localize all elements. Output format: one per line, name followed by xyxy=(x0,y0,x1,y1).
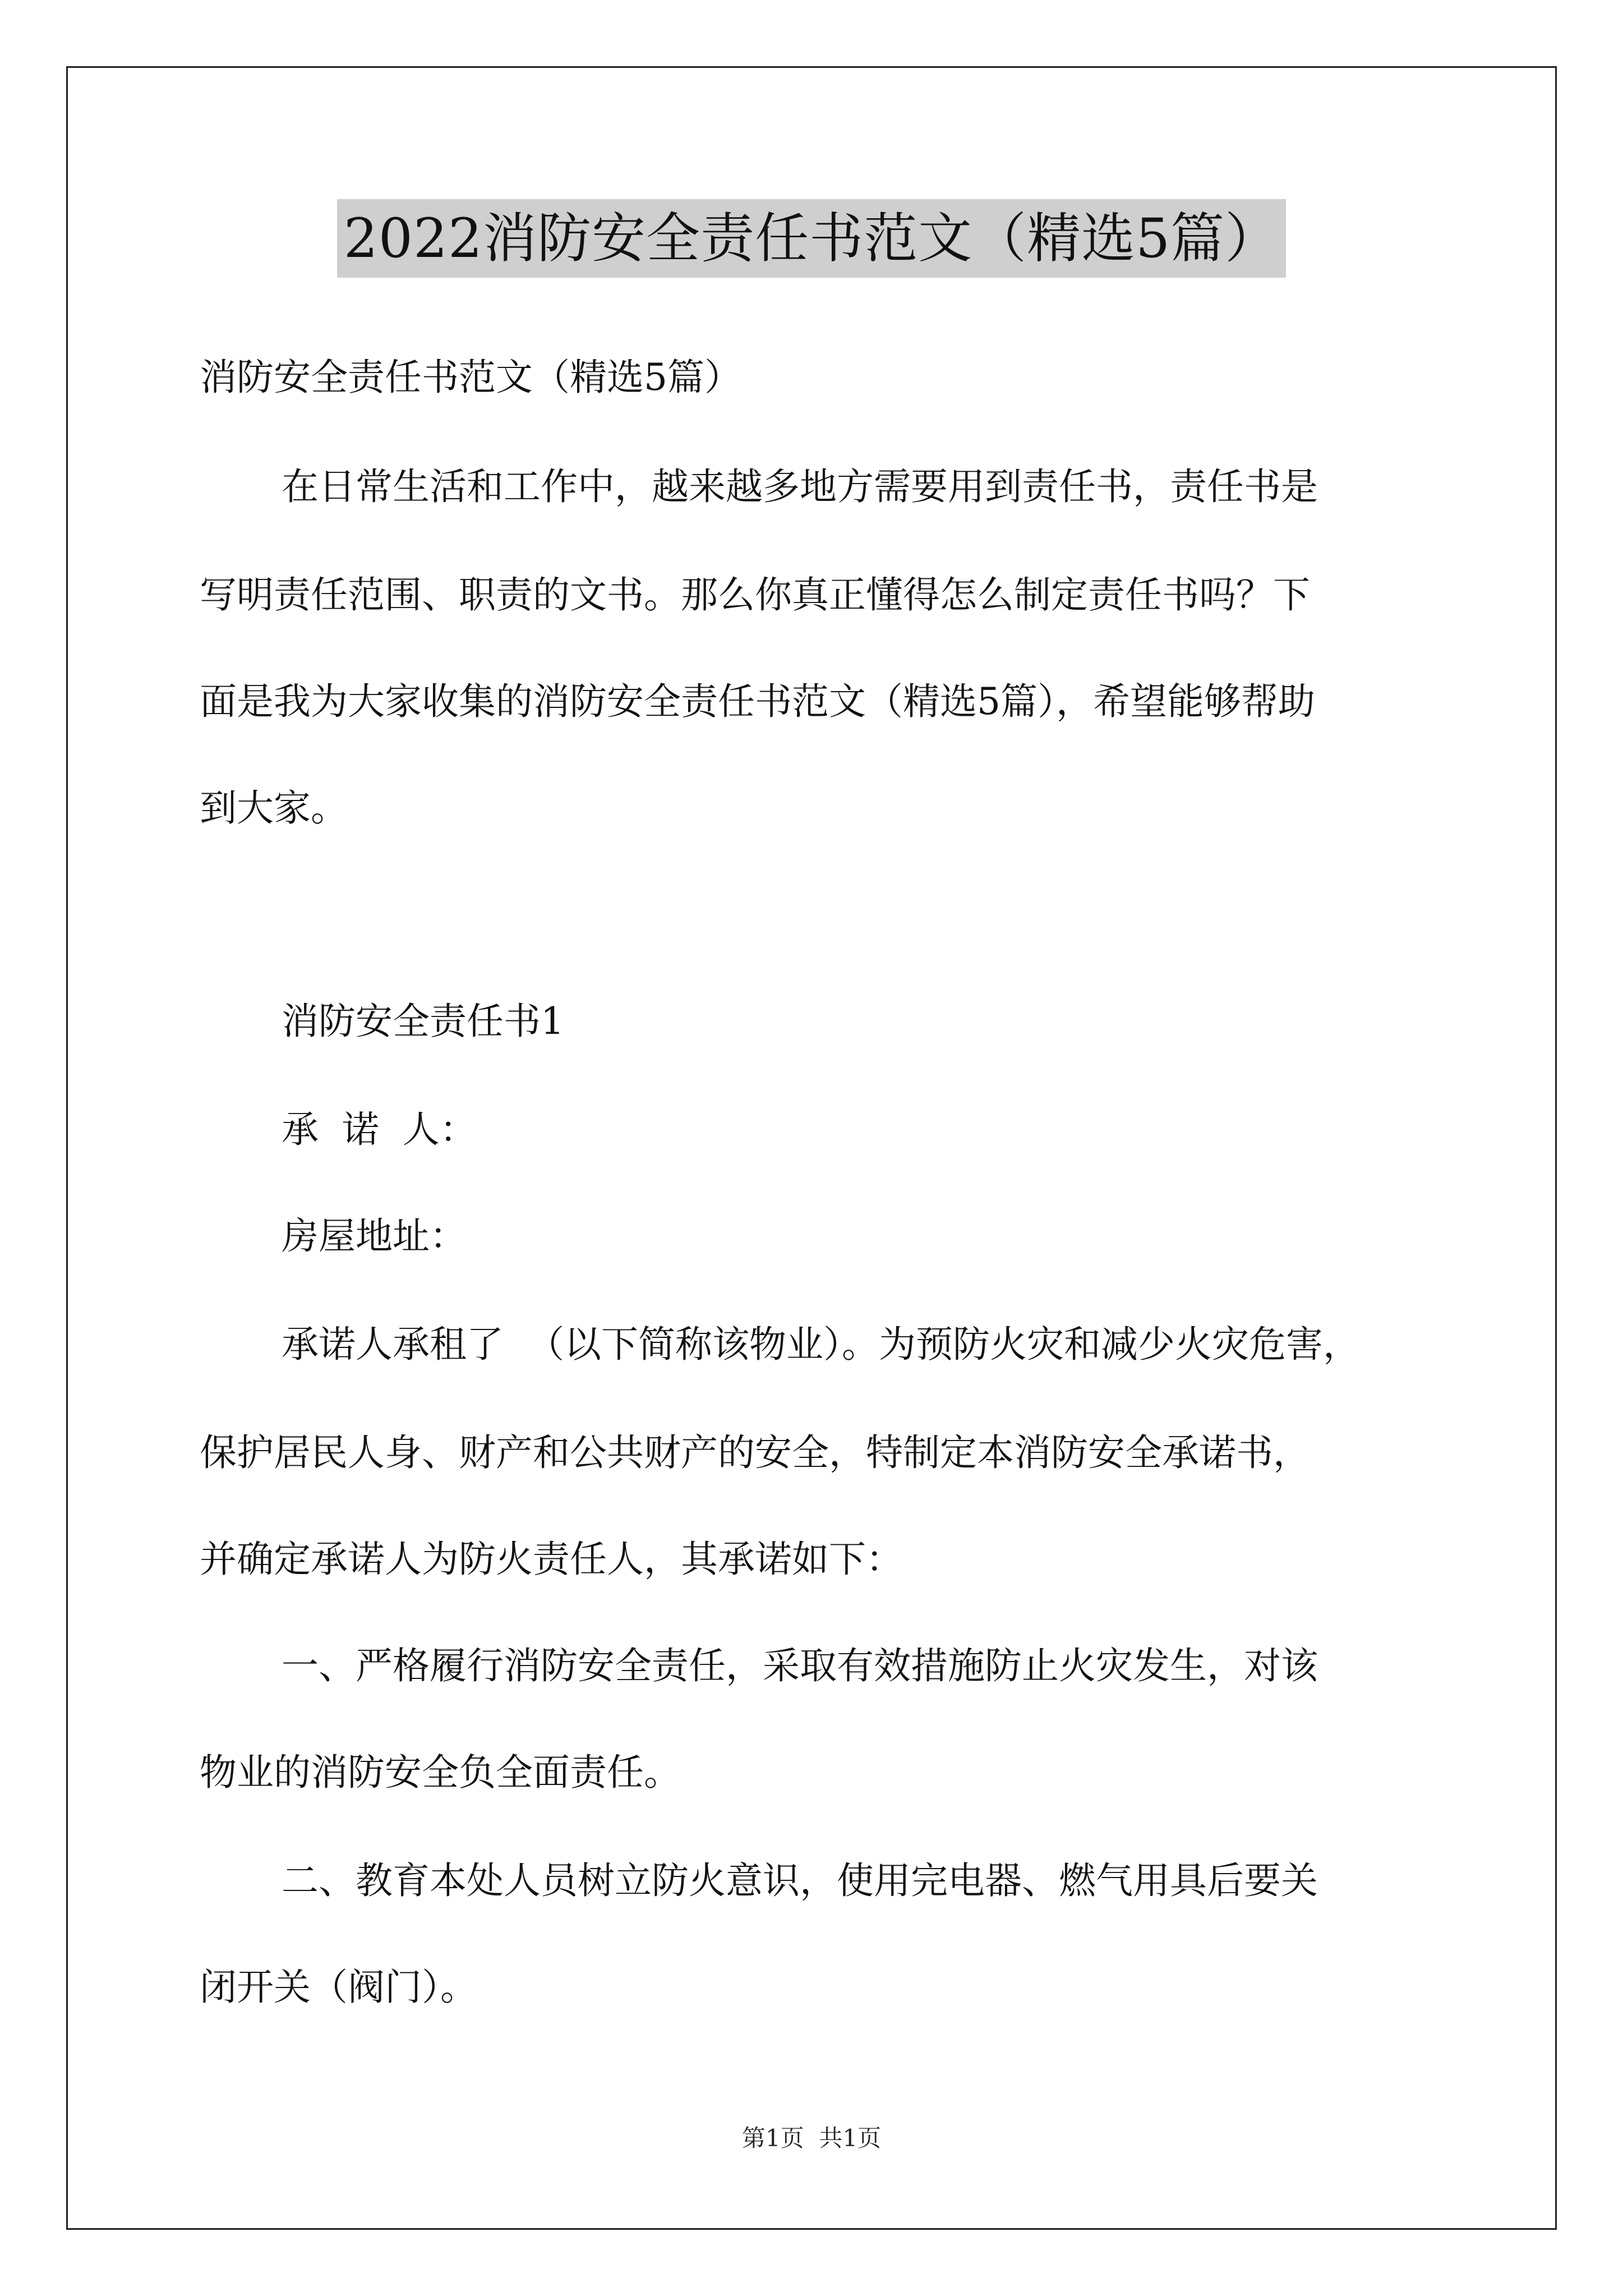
address-label: 房屋地址： xyxy=(282,1214,467,1258)
body-line: 保护居民人身、财产和公共财产的安全，特制定本消防安全承诺书， xyxy=(200,1431,1310,1474)
document-subtitle: 消防安全责任书范文（精选5篇） xyxy=(200,356,741,399)
body-line: 承诺人承租了 （以下简称该物业）。为预防火灾和减少火灾危害， xyxy=(282,1323,1360,1366)
body-line: 一、严格履行消防安全责任，采取有效措施防止火灾发生，对该 xyxy=(282,1644,1318,1687)
body-line: 物业的消防安全负全面责任。 xyxy=(200,1751,681,1794)
body-line: 闭开关（阀门）。 xyxy=(200,1966,477,2009)
intro-line: 写明责任范围、职责的文书。那么你真正懂得怎么制定责任书吗？下 xyxy=(200,573,1310,616)
intro-line: 面是我为大家收集的消防安全责任书范文（精选5篇），希望能够帮助 xyxy=(200,680,1315,723)
title-container xyxy=(0,199,1623,278)
body-line: 二、教育本处人员树立防火意识，使用完电器、燃气用具后要关 xyxy=(282,1859,1318,1902)
promisor-label: 承 诺 人： xyxy=(282,1108,477,1151)
intro-line: 在日常生活和工作中，越来越多地方需要用到责任书，责任书是 xyxy=(282,465,1318,508)
intro-line: 到大家。 xyxy=(200,786,348,830)
document-title: 2022消防安全责任书范文（精选5篇） xyxy=(337,199,1286,278)
page-footer: 第1页 共1页 xyxy=(741,2124,882,2152)
body-line: 并确定承诺人为防火责任人，其承诺如下： xyxy=(200,1538,903,1581)
section-heading: 消防安全责任书1 xyxy=(282,1000,564,1043)
